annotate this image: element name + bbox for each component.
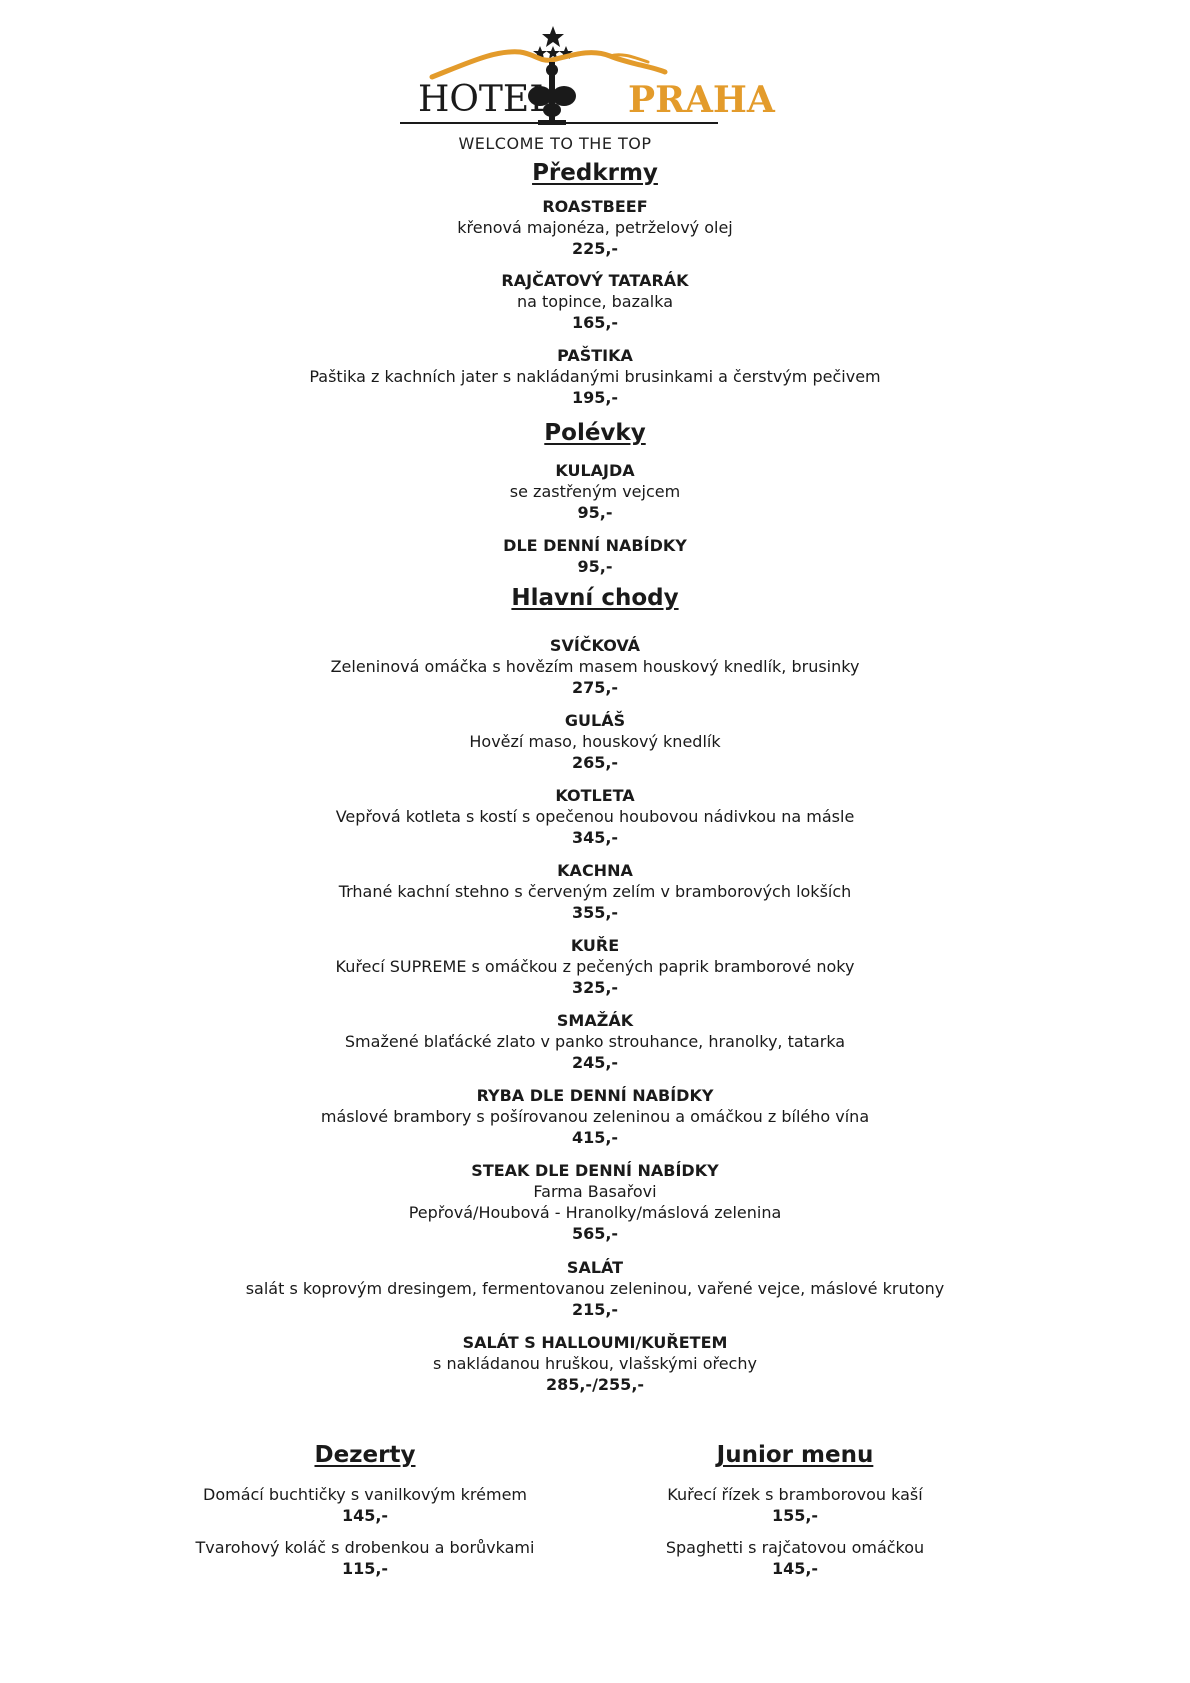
item-name: RYBA DLE DENNÍ NABÍDKY [476, 1086, 714, 1105]
item-name: GULÁŠ [564, 711, 626, 730]
item-price: 95,- [577, 557, 613, 576]
menu-item [0, 710, 1190, 773]
section-title-hlavni-chody: Hlavní chody [511, 585, 679, 611]
item-name: KULAJDA [555, 461, 635, 480]
item-name: SALÁT S HALLOUMI/KUŘETEM [462, 1333, 728, 1352]
menu-item [0, 1160, 1190, 1244]
menu-item [0, 635, 1190, 698]
item-description: salát s koprovým dresingem, fermentovanou zeleninou, vařené vejce, máslové krutony [245, 1279, 945, 1298]
item-price: 245,- [571, 1053, 619, 1072]
item-name: STEAK DLE DENNÍ NABÍDKY [471, 1161, 719, 1180]
item-price: 285,-/255,- [545, 1375, 645, 1394]
item-price: 265,- [571, 753, 619, 772]
menu-item [155, 1537, 575, 1579]
section-title-predkrmy: Předkrmy [532, 160, 658, 186]
logo-tagline: WELCOME TO THE TOP [458, 134, 652, 153]
item-name: PAŠTIKA [557, 346, 633, 365]
item-description: Smažené blaťácké zlato v panko strouhance, hranolky, tatarka [344, 1032, 846, 1051]
item-price: 225,- [571, 239, 619, 258]
item-price: 145,- [341, 1506, 389, 1525]
item-description: se zastřeným vejcem [509, 482, 681, 501]
item-price: 355,- [571, 903, 619, 922]
menu-item [0, 1332, 1190, 1395]
item-price: 165,- [571, 313, 619, 332]
item-name: ROASTBEEF [542, 197, 648, 216]
item-name: KUŘE [570, 936, 620, 955]
menu-item [0, 860, 1190, 923]
item-price: 345,- [571, 828, 619, 847]
menu-item [155, 1484, 575, 1526]
item-price: 415,- [571, 1128, 619, 1147]
item-price: 115,- [341, 1559, 389, 1578]
menu-item [0, 1257, 1190, 1320]
dezerty-column [155, 1440, 575, 1590]
item-description: Kuřecí SUPREME s omáčkou z pečených paprik bramborové noky [335, 957, 855, 976]
item-description: Kuřecí řízek s bramborovou kaší [667, 1485, 923, 1504]
menu-item [0, 460, 1190, 523]
item-description: křenová majonéza, petrželový olej [457, 218, 733, 237]
menu-item [0, 1010, 1190, 1073]
logo-word-praha: PRAHA [628, 79, 775, 121]
item-name: SVÍČKOVÁ [549, 636, 641, 655]
menu-item [0, 935, 1190, 998]
item-description: Domácí buchtičky s vanilkovým krémem [203, 1485, 527, 1504]
item-price: 145,- [771, 1559, 819, 1578]
section-title-junior-menu: Junior menu [716, 1442, 874, 1468]
menu-item [0, 345, 1190, 408]
item-description: Paštika z kachních jater s nakládanými brusinkami a čerstvým pečivem [309, 367, 881, 386]
section-title-dezerty: Dezerty [314, 1442, 416, 1468]
item-description: máslové brambory s pošírovanou zeleninou a omáčkou z bílého vína [320, 1107, 870, 1126]
menu-item [585, 1537, 1005, 1579]
logo-word-hotel: HOTEL [418, 79, 554, 120]
junior-menu-column [585, 1440, 1005, 1590]
item-description: Farma Basařovi [533, 1182, 657, 1201]
item-price: 155,- [771, 1506, 819, 1525]
menu-item [0, 270, 1190, 333]
menu-item [0, 785, 1190, 848]
item-name: DLE DENNÍ NABÍDKY [503, 536, 687, 555]
menu-item [0, 1085, 1190, 1148]
item-description: Zeleninová omáčka s hovězím masem houskový knedlík, brusinky [330, 657, 860, 676]
item-price: 275,- [571, 678, 619, 697]
item-description: Vepřová kotleta s kostí s opečenou houbovou nádivkou na másle [335, 807, 855, 826]
item-name: KOTLETA [555, 786, 635, 805]
item-description: s nakládanou hruškou, vlašskými ořechy [433, 1354, 757, 1373]
menu-item [0, 196, 1190, 259]
item-description: Hovězí maso, houskový knedlík [469, 732, 721, 751]
item-description: Spaghetti s rajčatovou omáčkou [665, 1538, 925, 1557]
item-description: na topince, bazalka [516, 292, 674, 311]
item-price: 565,- [571, 1224, 619, 1243]
hotel-logo [400, 22, 780, 157]
section-title-polevky: Polévky [544, 420, 646, 446]
star-icon [542, 26, 564, 47]
menu-item [585, 1484, 1005, 1526]
item-name: SMAŽÁK [556, 1011, 634, 1030]
item-description: Trhané kachní stehno s červeným zelím v bramborových lokších [338, 882, 852, 901]
item-price: 215,- [571, 1300, 619, 1319]
item-description-2: Pepřová/Houbová - Hranolky/máslová zelenina [408, 1203, 782, 1222]
item-name: SALÁT [566, 1258, 624, 1277]
item-price: 95,- [577, 503, 613, 522]
menu-item [0, 535, 1190, 577]
item-name: KACHNA [557, 861, 633, 880]
item-price: 195,- [571, 388, 619, 407]
item-price: 325,- [571, 978, 619, 997]
item-name: RAJČATOVÝ TATARÁK [501, 271, 689, 290]
item-description: Tvarohový koláč s drobenkou a borůvkami [195, 1538, 535, 1557]
